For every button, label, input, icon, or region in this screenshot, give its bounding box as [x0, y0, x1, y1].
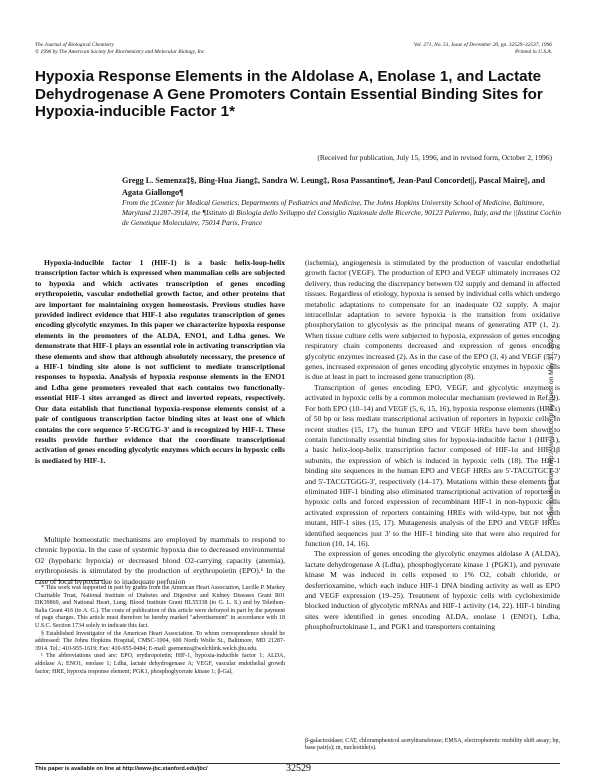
copyright: © 1996 by The American Society for Biochemistry and Molecular Biology, Inc. — [35, 49, 206, 55]
journal-header-left — [35, 42, 206, 56]
footnote-abbreviations: ¹ The abbreviations used are: EPO, erythropoietin; HIF-1, hypoxia-inducible factor 1; ALDA, aldolase A; ENO1, enolase 1; Ldha, lactate dehydrogenase A; VEGF, vascular endothelial growth factor; HRE, hypoxia response element; PGK1, phosphoglycerate kinase 1; β-Gal, — [35, 653, 285, 675]
body-paragraph: The expression of genes encoding the glycolytic enzymes aldolase A (ALDA), lactate dehydrogenase A (Ldha), phosphoglycerate kinase 1 (PGK1), and pyruvate kinase M was induced in cells exposed to 1% O2, cobalt chloride, or desferrioxamine, which each induce HIF-1 DNA binding activity as well as EPO and VEGF expression (19–25). Treatment of hypoxic cells with cycloheximide blocked induction of glycolytic mRNAs and HIF-1 activity (14, 22). HIF-1 binding sites were identified in genes encoding ALDA, enolase 1 (ENO1), Ldha, phosphofructokinase L, and PGK1 and transporters containing — [305, 549, 560, 632]
download-watermark: Downloaded from http://www.jbc.org/ by guest on May 31, 2020 — [548, 334, 555, 520]
volume-info: Vol. 271, No. 51, Issue of December 20, pp. 32529–32537, 1996 — [413, 42, 552, 48]
body-paragraph: (ischemia), angiogenesis is stimulated by the production of vascular endothelial growth factor (VEGF). The production of EPO and VEGF ultimately increases O2 delivery, thus reducing the discrepancy between O2 supply and demand in affected tissues. Regardless of etiology, hypoxia is sensed by individual cells which undergo metabolic adaptations to compensate for an inadequate O2 supply. A major intracellular adaptation to severe hypoxia is the transition from oxidative phosphorylation to glycolysis as the principal means of generating ATP (1, 2). When tissue culture cells were subjected to hypoxia, expression of genes encoding respiratory chain components decreased and expression of genes encoding glycolytic enzymes increased (2). As in the case of the EPO (3, 4) and VEGF (5–7) genes, increased expression of genes encoding glycolytic enzymes in hypoxic cells is due at least in part to increased gene transcription (8). — [305, 258, 560, 382]
printed-in: Printed in U.S.A. — [515, 49, 552, 55]
journal-header-right — [414, 42, 552, 56]
intro-paragraph: Multiple homeostatic mechanisms are employed by mammals to respond to chronic hypoxia. In the case of systemic hypoxia due to decreased environmental O2 (hypobaric hypoxia) or decreased blood O2-carrying capacity (anemia), erythropoiesis is stimulated by the production of erythropoietin (EPO).¹ In the case of local hypoxia due to inadequate perfusion — [35, 535, 285, 586]
article-title: Hypoxia Response Elements in the Aldolase A, Enolase 1, and Lactate Dehydrogenase A Gene Promoters Contain Essential Binding Sites for Hypoxia-inducible Factor 1* — [35, 68, 543, 120]
right-column — [305, 258, 560, 633]
footnote-funding: * This work was supported in part by grants from the American Heart Association, Lucille P. Markey Charitable Trust, National Institute of Diabetes and Digestive and Kidney Diseases Grant R01 DK39869, and National Heart, Lung, Blood Institute Grant HL55338 (to G. L. S.) and by Telethon-Italia Grant 416 (to A. G.). The costs of publication of this article were defrayed in part by the payment of page charges. This article must therefore be hereby marked "advertisement" in accordance with 18 U.S.C. Section 1734 solely to indicate this fact. — [35, 585, 285, 629]
footnotes — [35, 585, 285, 676]
received-dates: (Received for publication, July 15, 1996, and in revised form, October 2, 1996) — [317, 153, 552, 162]
online-availability: This paper is available on line at http://www-jbc.stanford.edu/jbc/ — [35, 766, 208, 772]
affiliations: From the ‡Center for Medical Genetics, Departments of Pediatrics and Medicine, The Johns Hopkins University School of Medicine, Baltimore, Maryland 21287-3914, the ¶Istituto di Biologia dello Sviluppo del Consiglio Nazionale delle Ricerche, 90123 Palermo, Italy, and the ||Institut Cochin de Genetique Moleculaire, 75014 Paris, France — [122, 198, 562, 228]
footnote-rule — [35, 580, 103, 581]
left-column — [35, 258, 285, 466]
footnote-continued: β-galactosidase; CAT, chloramphenicol acetyltransferase; EMSA, electrophoretic mobility shift assay; bp, base pair(s); nt, nucleotide(s). — [305, 738, 560, 752]
footnote-correspondence: § Established Investigator of the American Heart Association. To whom correspondence should be addressed: The Johns Hopkins Hospital, CMSC-1004, 600 North Wolfe St., Baltimore, MD 21287-3914. Tel.: 410-955-1619; Fax: 410-955-0484; E-mail: gsemenza@welchlink.welch.jhu.edu. — [35, 630, 285, 652]
abstract: Hypoxia-inducible factor 1 (HIF-1) is a basic helix-loop-helix transcription factor which is expressed when mammalian cells are subjected to hypoxia and which activates transcription of genes encoding erythropoietin, vascular endothelial growth factor, and other proteins that are important for maintaining oxygen homeostasis. Previous studies have provided indirect evidence that HIF-1 also regulates transcription of genes encoding glycolytic enzymes. In this paper we characterize hypoxia response elements in the promoters of the ALDA, ENO1, and Ldha genes. We demonstrate that HIF-1 plays an essential role in activating transcription via these elements and show that although absolutely necessary, the presence of a HIF-1 binding site alone is not sufficient to mediate transcriptional responses to hypoxia. Analysis of hypoxia response elements in the ENO1 and Ldha gene promoters revealed that each contains two functionally-essential HIF-1 sites arranged as direct and inverted repeats, respectively. Our data establish that functional hypoxia-response elements consist of a pair of contiguous transcription factor binding sites at least one of which contains the core sequence 5'-RCGTG-3' and is recognized by HIF-1. These results provide further evidence that the coordinate transcriptional activation of genes encoding glycolytic enzymes which occurs in hypoxic cells is mediated by HIF-1. — [35, 258, 285, 465]
author-list: Gregg L. Semenza‡§, Bing-Hua Jiang‡, Sandra W. Leung‡, Rosa Passantino¶, Jean-Paul Concordet||, Pascal Maire||, and Agata Giallongo¶ — [122, 176, 546, 197]
body-paragraph: Transcription of genes encoding EPO, VEGF, and glycolytic enzymes is activated in hypoxic cells by a common molecular mechanism (reviewed in Ref. 9). For both EPO (10–14) and VEGF (5, 6, 15, 16), hypoxia response elements (HREs) of 50 bp or less mediate transcriptional activation of reporters in hypoxic cells. In recent studies (15, 17), the human EPO and VEGF HREs have been shown to contain functionally essential binding sites for hypoxia-inducible factor 1 (HIF-1), a basic helix-loop-helix transcription factor composed of HIF-1α and HIF-1β subunits, the expression of which is induced in hypoxic cells (18). The HIF-1 binding site sequences in the human EPO and VEGF HREs are 5'-TACGTGCT-3' and 5'-TACGTGGG-3', respectively (14–17). Mutations within these elements that eliminated HIF-1 binding also eliminated transcriptional activation of reporters in hypoxic cells and forced expression of recombinant HIF-1 in non-hypoxic cells activated expression of reporters containing HREs with wild-type, but not with mutant, HIF-1 sites (15, 17). Mutagenesis analysis of the EPO and VEGF HREs identified sequences just 3' to the HIF-1 binding site that were also required for function (10, 14, 16). — [305, 382, 560, 548]
journal-name: The Journal of Biological Chemistry — [35, 42, 115, 48]
page-number: 32529 — [286, 763, 311, 774]
